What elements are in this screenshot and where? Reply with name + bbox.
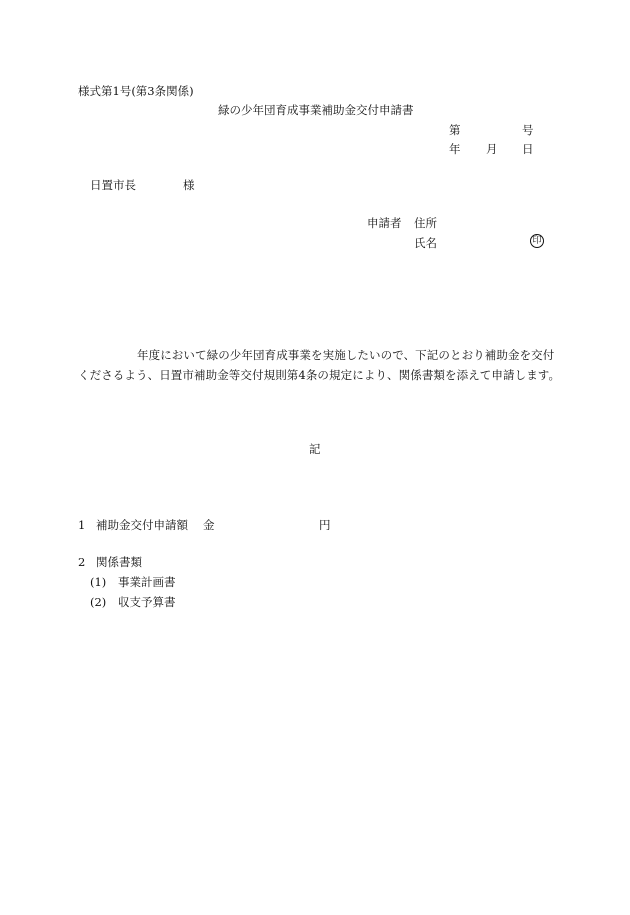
applicant-label: 申請者 xyxy=(367,216,402,230)
date-day-label: 日 xyxy=(522,142,534,156)
addressee-name: 日置市長 xyxy=(90,178,136,192)
ki-heading: 記 xyxy=(309,442,321,456)
body-text-line-2: くださるよう、日置市補助金等交付規則第4条の規定により、関係書類を添えて申請します。 xyxy=(78,368,561,382)
subitem-2-number: (2) xyxy=(90,595,107,609)
seal-icon: 印 xyxy=(530,234,544,248)
date-year-label: 年 xyxy=(449,142,461,156)
subitem-1-label: 事業計画書 xyxy=(118,575,176,589)
document-title: 緑の少年団育成事業補助金交付申請書 xyxy=(218,103,414,117)
item-2-number: 2 xyxy=(78,555,86,569)
item-2-label: 関係書類 xyxy=(96,555,142,569)
item-1-unit-label: 円 xyxy=(319,518,331,532)
issue-number-suffix: 号 xyxy=(522,123,534,137)
form-number: 様式第1号(第3条関係) xyxy=(78,84,194,98)
applicant-name-label: 氏名 xyxy=(414,236,437,250)
item-1-currency-label: 金 xyxy=(203,518,215,532)
subitem-1-number: (1) xyxy=(90,575,107,589)
item-1-label: 補助金交付申請額 xyxy=(96,518,188,532)
body-text-line-1: 年度において緑の少年団育成事業を実施したいので、下記のとおり補助金を交付 xyxy=(137,348,555,362)
item-1-number: 1 xyxy=(78,518,86,532)
subitem-2-label: 収支予算書 xyxy=(118,595,176,609)
issue-number-prefix: 第 xyxy=(449,123,461,137)
date-month-label: 月 xyxy=(486,142,498,156)
addressee-honorific: 様 xyxy=(183,178,195,192)
applicant-address-label: 住所 xyxy=(414,216,437,230)
